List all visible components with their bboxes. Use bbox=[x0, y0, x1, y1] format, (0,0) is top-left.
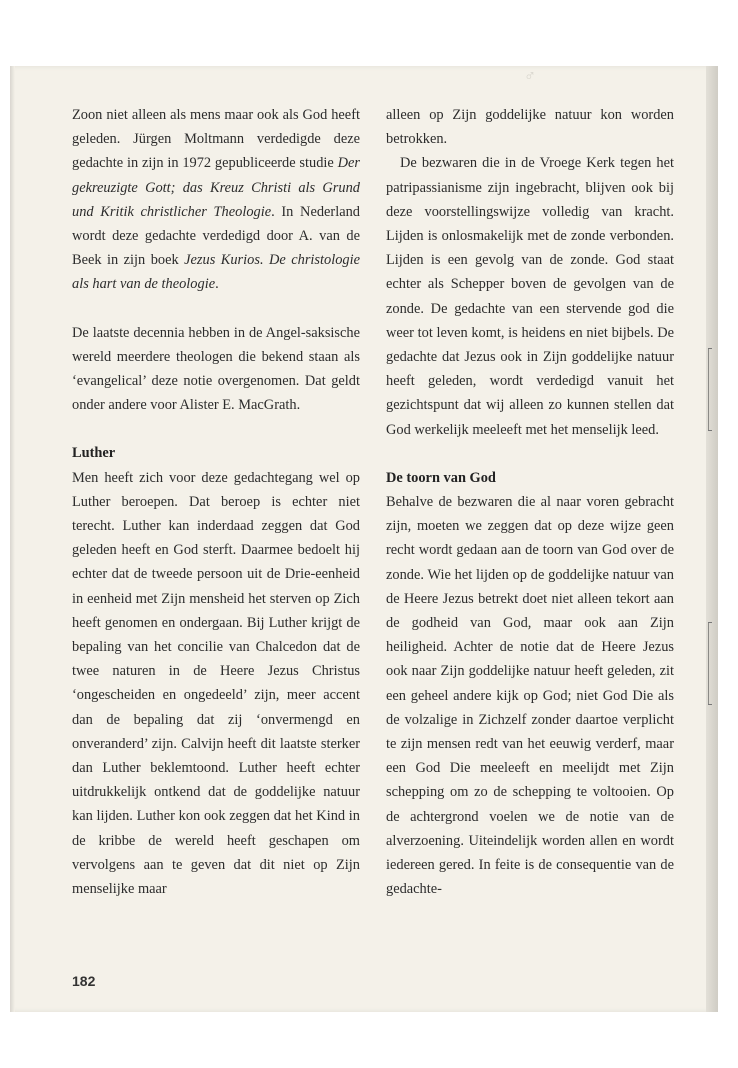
margin-pencil-tick bbox=[708, 430, 712, 431]
section-heading: De toorn van God bbox=[386, 469, 496, 486]
page-gutter-shadow bbox=[10, 66, 15, 1012]
left-text-column bbox=[72, 103, 360, 901]
paragraph: De laatste decennia hebben in de Angel-saksische wereld meerdere theologen die bekend staan als ‘evangelical’ deze notie overgenomen. Dat geldt onder andere voor Alister E. MacGrath. bbox=[72, 324, 360, 414]
paragraph-text: . bbox=[215, 276, 219, 293]
paragraph-text: . In Nederland wordt deze gedachte verdedigd door A. van de Beek in zijn boek bbox=[72, 203, 360, 269]
right-text-column bbox=[386, 103, 674, 902]
paragraph-text: Zoon niet alleen als mens maar ook als God heeft geleden. Jürgen Moltmann verdedigde deze gedachte in zijn in 1972 gepubliceerde studie bbox=[72, 107, 360, 172]
paragraph: Men heeft zich voor deze gedachtegang wel op Luther beroepen. Dat beroep is echter niet terecht. Luther kan inderdaad zeggen dat God geleden heeft en God sterft. Daarmee bedoelt hij echter dat de tweede persoon uit de Drie-eenheid in eenheid met Zijn mensheid het sterven op Zich heeft genomen en ondergaan. Bij Luther krijgt de bepaling van het concilie van Chalcedon dat de twee naturen in de Heere Jezus Christus ‘ongescheiden en ongedeeld’ zijn, meer accent dan de bepaling dat zij ‘onvermengd en onveranderd’ zijn. Calvijn heeft dit laatste sterker dan Luther beklemtoond. Luther heeft echter uitdrukkelijk ontkend dat de goddelijke natuur kan lijden. Luther kon ook zeggen dat het Kind in de kribbe de wereld heeft geschapen om vervolgens aan te geven dat dit niet op Zijn menselijke maar bbox=[72, 469, 360, 898]
page-number: 182 bbox=[72, 973, 96, 989]
book-title: Jezus Kurios. De christologie als hart van de theologie bbox=[72, 252, 360, 293]
margin-pencil-tick bbox=[708, 704, 712, 705]
section-heading: Luther bbox=[72, 445, 116, 462]
margin-pencil-tick bbox=[708, 622, 712, 623]
margin-pencil-tick bbox=[708, 348, 712, 349]
paragraph: Behalve de bezwaren die al naar voren gebracht zijn, moeten we zeggen dat op deze wijze geen recht wordt gedaan aan de toorn van God over de zonde. Wie het lijden op de goddelijke natuur van de Heere Jezus betrekt doet niet alleen tekort aan de godheid van God, maar ook aan Zijn heiligheid. Achter de notie dat de Heere Jezus ook naar Zijn goddelijke natuur heeft geleden, zit een geheel andere kijk op God; niet God Die als de volzalige in Zichzelf zonder daartoe verplicht te zijn mensen redt van het eeuwig verderf, maar een God Die meeleeft en meelijdt met Zijn schepping om zo de schepping te voltooien. Op de achtergrond voelen we de notie van de alverzoening. Uiteindelijk worden allen en wordt iedereen gered. In feite is de consequentie van de gedachte- bbox=[386, 494, 674, 898]
paragraph bbox=[72, 103, 360, 297]
paragraph: De bezwaren die in de Vroege Kerk tegen het patripassianisme zijn ingebracht, blijven ook bij deze voorstellingswijze volledig van kracht. Lijden is onlosmakelijk met de zonde verbonden. Lijden is een gevolg van de zonde. God staat echter als Schepper boven de gevolgen van de zonde. De gedachte van een stervende god die weer tot leven komt, is heidens en niet bijbels. De gedachte dat Jezus ook in Zijn goddelijke natuur heeft geleden, wordt verdedigd vanuit het gezichtspunt dat wij alleen zo kunnen stellen dat God werkelijk meeleeft met het menselijk leed. bbox=[386, 155, 674, 438]
margin-pencil-mark bbox=[708, 348, 709, 430]
paragraph: alleen op Zijn goddelijke natuur kon worden betrokken. bbox=[386, 107, 674, 148]
page-fore-edge bbox=[706, 66, 718, 1012]
faint-show-through-mark: ♂ bbox=[524, 68, 536, 85]
margin-pencil-mark bbox=[708, 622, 709, 704]
book-title: Der gekreuzigte Gott; das Kreuz Christi als Grund und Kritik christlicher Theologie bbox=[72, 155, 360, 220]
